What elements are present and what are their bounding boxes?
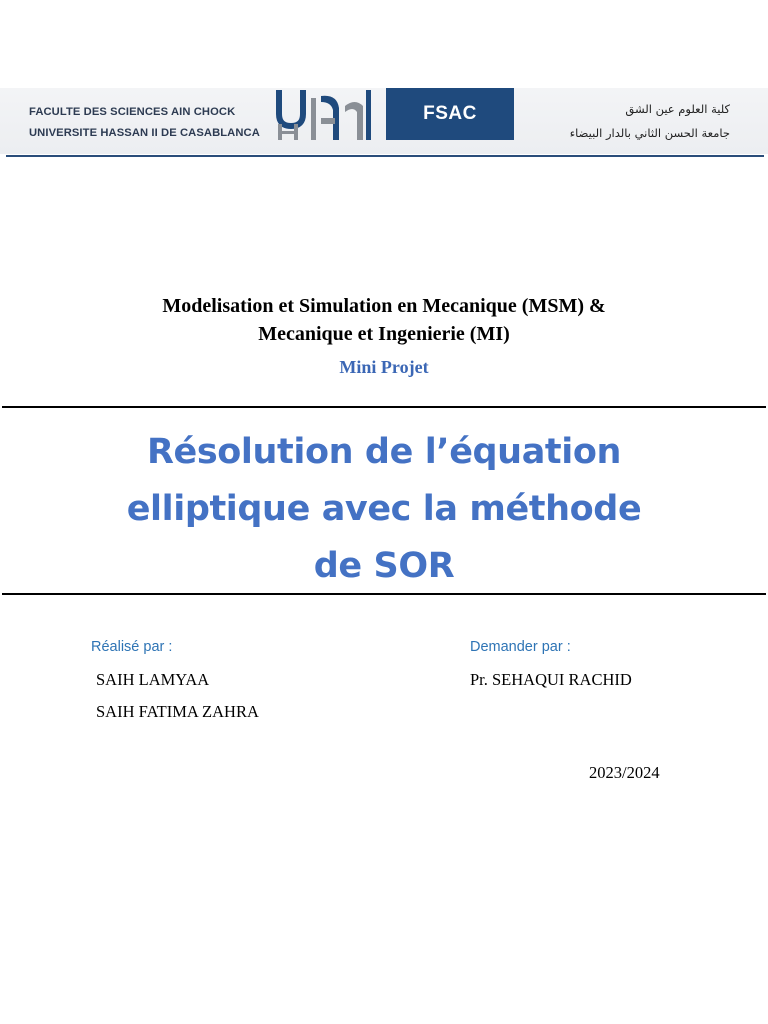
fsac-logo	[386, 88, 514, 140]
author-name: SAIH FATIMA ZAHRA	[96, 702, 259, 721]
university-name-arabic-line: جامعة الحسن الثاني بالدار البيضاء	[569, 126, 730, 140]
document-title	[0, 424, 768, 595]
university-name-line: UNIVERSITE HASSAN II DE CASABLANCA	[29, 127, 260, 139]
supervisor-name: Pr. SEHAQUI RACHID	[470, 670, 632, 689]
document-title-line3: de SOR	[313, 546, 455, 586]
course-title-line2: Mecanique et Ingenierie (MI)	[258, 323, 510, 345]
academic-year: 2023/2024	[589, 763, 660, 782]
author-name: SAIH LAMYAA	[96, 670, 210, 689]
university-logo-graphic	[275, 88, 373, 142]
fsac-logo-text: FSAC	[423, 103, 477, 124]
authors-label: Réalisé par :	[91, 639, 173, 655]
course-title-line1: Modelisation et Simulation en Mecanique (MSM) &	[162, 295, 606, 317]
title-bottom-rule	[2, 593, 766, 595]
title-top-rule	[2, 406, 766, 408]
course-title	[0, 292, 768, 348]
faculty-name-line: FACULTE DES SCIENCES AIN CHOCK	[29, 106, 236, 118]
project-type: Mini Projet	[339, 357, 429, 377]
document-title-line2: elliptique avec la méthode	[126, 489, 642, 529]
document-title-line1: Résolution de l’équation	[146, 432, 622, 472]
supervisor-label: Demander par :	[470, 639, 571, 655]
faculty-name-arabic-line: كلية العلوم عين الشق	[625, 102, 730, 116]
header-divider	[6, 155, 764, 157]
faculty-name-arabic	[520, 97, 730, 145]
faculty-name-french	[29, 102, 269, 144]
